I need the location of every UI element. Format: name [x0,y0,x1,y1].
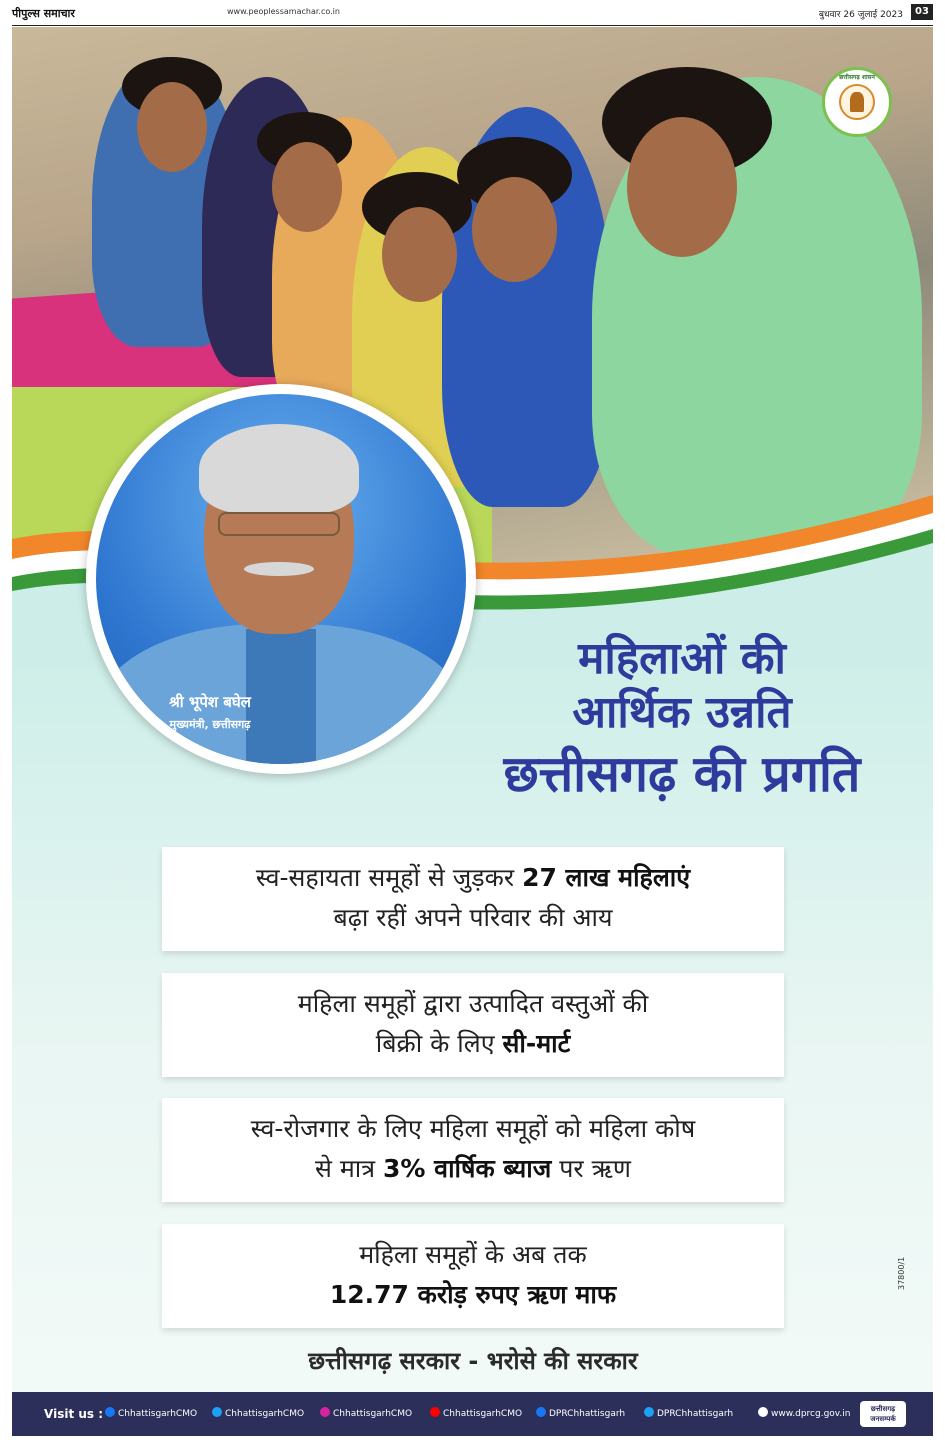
facebook-icon [105,1407,115,1417]
advertisement [12,27,933,1392]
info-box-self-help-groups: स्व-सहायता समूहों से जुड़कर 27 लाख महिलाएं बढ़ा रहीं अपने परिवार की आय [162,847,784,951]
headline-line-2: आर्थिक उन्नति [572,687,792,738]
info-box-c-mart: महिला समूहों द्वारा उत्पादित वस्तुओं की बिक्री के लिए सी-मार्ट [162,973,784,1077]
headline-line-1: महिलाओं की [578,633,786,684]
headline [452,632,912,808]
newspaper-date: बुधवार 26 जुलाई 2023 [818,10,903,20]
facebook-icon [536,1407,546,1417]
government-tagline: छत्तीसगढ़ सरकार - भरोसे की सरकार [308,1347,638,1375]
cm-name: श्री भूपेश बघेल [169,693,251,711]
info-box-mahila-kosh-loan: स्व-रोजगार के लिए महिला समूहों को महिला कोष से मात्र 3% वार्षिक ब्याज पर ऋण [162,1098,784,1202]
youtube-cmo-link[interactable]: ChhattisgarhCMO [430,1407,522,1419]
page-number: 03 [911,4,933,20]
twitter-icon [644,1407,654,1417]
headline-line-3: छत्तीसगढ़ की प्रगति [503,745,861,803]
info-box-loan-waiver: महिला समूहों के अब तक 12.77 करोड़ रुपए ऋण माफ [162,1224,784,1328]
instagram-icon [320,1407,330,1417]
janasampark-logo: छत्तीसगढ़ जनसम्पर्क [860,1401,906,1427]
globe-icon [758,1407,768,1417]
social-footer [12,1392,933,1436]
emblem-text: छत्तीसगढ़ शासन [839,74,875,81]
chhattisgarh-emblem [822,67,892,137]
instagram-cmo-link[interactable]: ChhattisgarhCMO [320,1407,412,1419]
newspaper-name: पीपुल्स समाचार [12,7,75,20]
lion-capital-icon [850,92,864,112]
twitter-cmo-link[interactable]: ChhattisgarhCMO [212,1407,304,1419]
ad-code: 37800/1 [897,1256,906,1290]
newspaper-url[interactable]: www.peoplessamachar.co.in [227,7,340,16]
facebook-dpr-link[interactable]: DPRChhattisgarh [536,1407,625,1419]
twitter-dpr-link[interactable]: DPRChhattisgarh [644,1407,733,1419]
facebook-cmo-link[interactable]: ChhattisgarhCMO [105,1407,197,1419]
cm-title: मुख्यमंत्री, छत्तीसगढ़ [169,718,251,731]
website-link[interactable]: www.dprcg.gov.in [758,1407,850,1419]
visit-us-label: Visit us : [44,1407,104,1421]
newspaper-header [12,0,933,26]
youtube-icon [430,1407,440,1417]
twitter-icon [212,1407,222,1417]
cm-portrait [86,384,476,774]
